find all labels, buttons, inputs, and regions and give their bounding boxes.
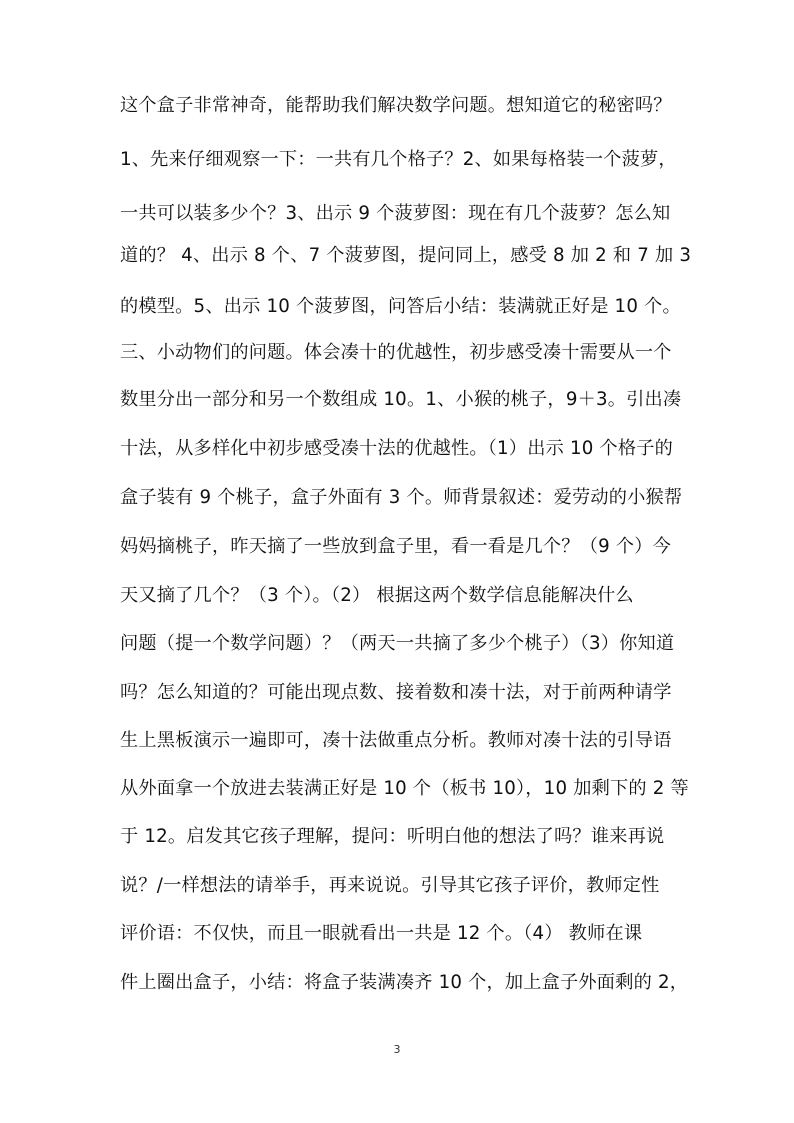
page-number: 3 xyxy=(393,1043,401,1056)
text-line: 十法，从多样化中初步感受凑十法的优越性。（1）出示 10 个格子的 xyxy=(120,438,674,459)
text-line: 的模型。5、出示 10 个菠萝图，问答后小结：装满就正好是 10 个。 xyxy=(120,296,681,317)
text-line: 这个盒子非常神奇，能帮助我们解决数学问题。想知道它的秘密吗？ xyxy=(120,95,672,116)
text-line: 妈妈摘桃子，昨天摘了一些放到盒子里，看一看是几个？（9 个）今 xyxy=(120,536,671,557)
text-line: 道的？ 4、出示 8 个、7 个菠萝图，提问同上，感受 8 加 2 和 7 加 3 xyxy=(120,245,692,266)
text-line: 于 12。启发其它孩子理解，提问：听明白他的想法了吗？谁来再说 xyxy=(120,826,665,847)
text-line: 天又摘了几个？（3 个）。（2） 根据这两个数学信息能解决什么 xyxy=(120,585,634,606)
text-line: 吗？怎么知道的？可能出现点数、接着数和凑十法，对于前两种请学 xyxy=(120,682,672,703)
text-line: 件上圈出盒子，小结：将盒子装满凑齐 10 个，加上盒子外面剩的 2， xyxy=(120,972,689,993)
text-line: 1、先来仔细观察一下：一共有几个格子？2、如果每格装一个菠萝， xyxy=(120,149,677,170)
text-line: 一共可以装多少个？3、出示 9 个菠萝图：现在有几个菠萝？怎么知 xyxy=(120,203,671,224)
text-line: 评价语：不仅快，而且一眼就看出一共是 12 个。（4） 教师在课 xyxy=(120,923,643,944)
text-line: 从外面拿一个放进去装满正好是 10 个（板书 10），10 加剩下的 2 等 xyxy=(120,778,689,799)
text-line: 盒子装有 9 个桃子，盒子外面有 3 个。师背景叙述：爱劳动的小猴帮 xyxy=(120,487,683,508)
text-line: 说？/一样想法的请举手，再来说说。引导其它孩子评价，教师定性 xyxy=(120,875,660,896)
text-line: 数里分出一部分和另一个数组成 10。1、小猴的桃子，9＋3。引出凑 xyxy=(120,389,682,410)
text-line: 生上黑板演示一遍即可，凑十法做重点分析。教师对凑十法的引导语 xyxy=(120,730,672,751)
text-line: 三、小动物们的问题。体会凑十的优越性，初步感受凑十需要从一个 xyxy=(120,342,672,363)
text-line: 问题（提一个数学问题）？（两天一共摘了多少个桃子）（3）你知道 xyxy=(120,633,675,654)
